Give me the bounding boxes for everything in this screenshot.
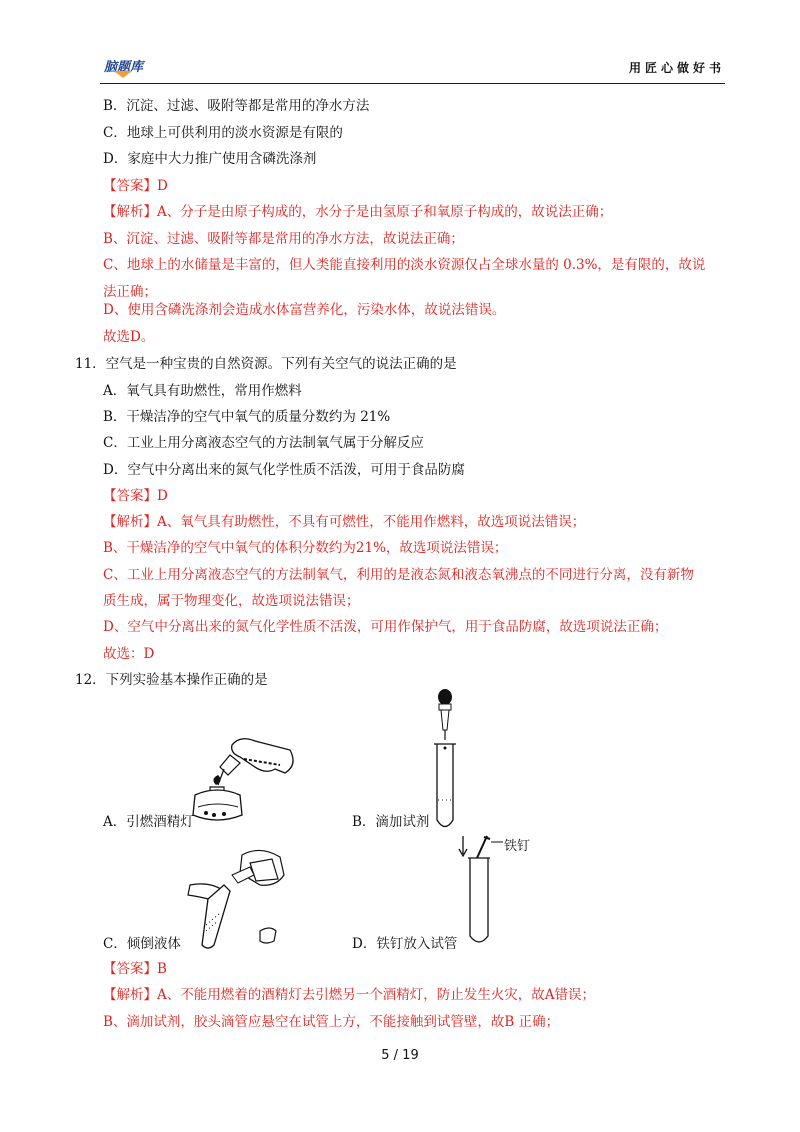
question-line: B．干燥洁净的空气中氧气的质量分数约为 21%	[103, 409, 391, 425]
header-motto: 用匠心做好书	[628, 61, 725, 75]
answer-line: B、滴加试剂，胶头滴管应悬空在试管上方，不能接触到试管壁，故B 正确；	[103, 1014, 560, 1030]
option-b-label: B．滴加试剂	[352, 814, 430, 830]
answer-line: 【答案】B	[103, 961, 167, 977]
question-line: D．空气中分离出来的氮气化学性质不活泼，可用于食品防腐	[103, 462, 465, 478]
answer-line: C、地球上的水储量是丰富的，但人类能直接利用的淡水资源仅占全球水量的 0.3%，是有限的，故说	[103, 257, 706, 273]
answer-line: B、干燥洁净的空气中氧气的体积分数约为21%，故选项说法错误；	[103, 540, 508, 556]
answer-line: 故选D。	[103, 329, 155, 345]
answer-line: B、沉淀、过滤、吸附等都是常用的净水方法，故说法正确；	[103, 231, 464, 247]
figure-nail-test-tube	[455, 832, 505, 947]
option-c-label: C．倾倒液体	[103, 936, 181, 952]
answer-line: 质生成，属于物理变化，故选项说法错误；	[103, 593, 360, 609]
question-line: D．家庭中大力推广使用含磷洗涤剂	[103, 151, 317, 167]
answer-line: 法正确；	[103, 284, 157, 300]
answer-line: 【解析】A、分子是由原子构成的，水分子是由氢原子和氧原子构成的，故说法正确；	[103, 204, 613, 220]
figure-alcohol-lamp	[180, 735, 300, 825]
page-number: 5 / 19	[381, 1048, 419, 1063]
logo-chevron-icon	[114, 71, 132, 78]
answer-line: D、使用含磷洗涤剂会造成水体富营养化，污染水体，故说法错误。	[103, 302, 506, 318]
answer-line: 【解析】A、不能用燃着的酒精灯去引燃另一个酒精灯，防止发生火灾，故A错误；	[103, 987, 595, 1003]
answer-line: 【答案】D	[103, 178, 168, 194]
question-line: A．氧气具有助燃性，常用作燃料	[103, 383, 302, 399]
question-line: 12．下列实验基本操作正确的是	[75, 672, 268, 688]
publisher-logo: 脑题库	[104, 60, 144, 75]
question-line: B．沉淀、过滤、吸附等都是常用的净水方法	[103, 98, 370, 114]
figure-pouring-liquid	[180, 845, 300, 950]
answer-line: D、空气中分离出来的氮气化学性质不活泼，可用作保护气，用于食品防腐，故选项说法正确；	[103, 619, 668, 635]
question-line: C．工业上用分离液态空气的方法制氧气属于分解反应	[103, 435, 424, 451]
question-line: C．地球上可供利用的淡水资源是有限的	[103, 125, 343, 141]
nail-label: 铁钉	[504, 839, 531, 854]
answer-line: 故选：D	[103, 646, 155, 662]
answer-line: 【解析】A、氧气具有助燃性，不具有可燃性，不能用作燃料，故选项说法错误；	[103, 514, 586, 530]
page-header	[100, 50, 725, 82]
question-line: 11．空气是一种宝贵的自然资源。下列有关空气的说法正确的是	[75, 356, 457, 372]
option-d-label: D．铁钉放入试管	[352, 936, 458, 952]
answer-line: C、工业上用分离液态空气的方法制氧气，利用的是液态氮和液态氧沸点的不同进行分离，没有新物	[103, 567, 694, 583]
option-a-label: A．引燃酒精灯	[103, 814, 194, 830]
answer-line: 【答案】D	[103, 488, 168, 504]
figure-dropper	[425, 688, 465, 833]
header-rule	[100, 83, 725, 84]
